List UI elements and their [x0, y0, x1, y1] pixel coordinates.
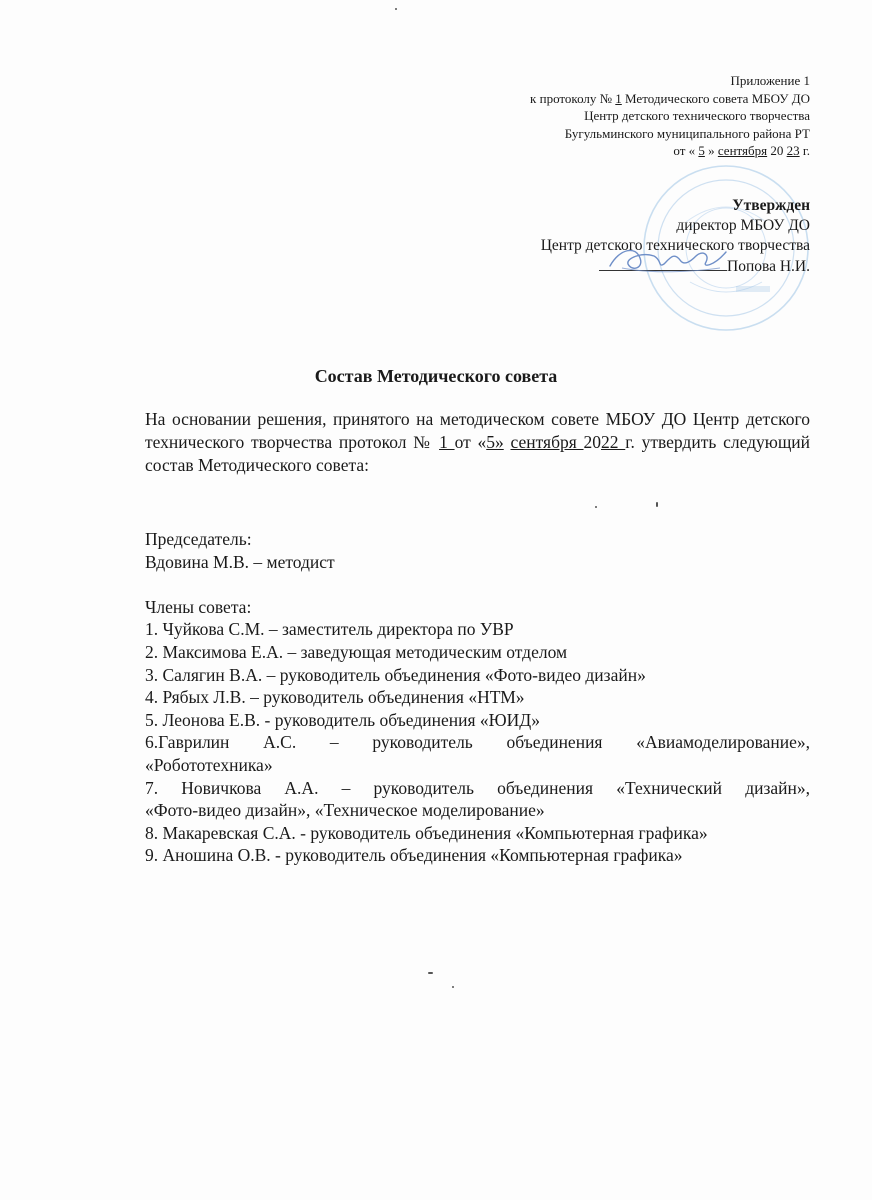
- scan-speck: [428, 972, 433, 974]
- approval-heading: Утвержден: [732, 197, 810, 214]
- scan-speck: [656, 502, 658, 507]
- council-composition: [145, 528, 810, 867]
- appendix-date-end: г.: [799, 143, 810, 158]
- spacer: [145, 573, 810, 596]
- intro-year-suffix: 22: [601, 432, 626, 452]
- scan-speck: [395, 8, 397, 10]
- member-item: 2. Максимова Е.А. – заведующая методическим отделом: [145, 641, 568, 662]
- member-item-continuation: «Робототехника»: [145, 754, 273, 775]
- member-item: 3. Салягин В.А. – руководитель объединения «Фото-видео дизайн»: [145, 664, 646, 685]
- appendix-date-month: сентября: [717, 143, 768, 158]
- member-item: 6.Гаврилин А.С. – руководитель объединения «Авиамоделирование»,: [145, 732, 810, 753]
- member-item: 9. Аношина О.В. - руководитель объединения «Компьютерная графика»: [145, 845, 683, 866]
- appendix-header: [530, 72, 810, 160]
- members-label: Члены совета:: [145, 596, 252, 617]
- appendix-protocol-number: 1: [615, 90, 622, 106]
- intro-day: 5»: [486, 432, 504, 452]
- intro-protocol-number: 1: [439, 432, 455, 452]
- appendix-date-mid: »: [704, 143, 718, 158]
- approval-line-2: Центр детского технического творчества: [540, 237, 810, 254]
- approval-signer: Попова Н.И.: [727, 258, 810, 275]
- member-item: 7. Новичкова А.А. – руководитель объединения «Технический дизайн»,: [145, 777, 810, 798]
- intro-text-4: 20: [583, 432, 602, 452]
- approval-line-1: директор МБОУ ДО: [676, 217, 810, 234]
- appendix-line-5: [530, 142, 810, 160]
- intro-month: сентября: [510, 432, 584, 452]
- scan-speck: [452, 986, 454, 988]
- appendix-line-3: Центр детского технического творчества: [584, 108, 810, 123]
- member-item: 1. Чуйкова С.М. – заместитель директора по УВР: [145, 619, 514, 640]
- member-item: 5. Леонова Е.В. - руководитель объединения «ЮИД»: [145, 709, 540, 730]
- appendix-date-year-suffix: 23: [786, 143, 800, 158]
- member-item-continuation: «Фото-видео дизайн», «Техническое моделирование»: [145, 800, 545, 821]
- document-title: Состав Методического совета: [314, 366, 558, 386]
- intro-text-1: На основании решения, принятого на методическом совете МБОУ ДО Центр детского технического творчества протокол №: [145, 409, 810, 452]
- member-item: 8. Макаревская С.А. - руководитель объединения «Компьютерная графика»: [145, 822, 708, 843]
- intro-paragraph: [145, 408, 810, 477]
- appendix-protocol-prefix: к протоколу №: [530, 90, 616, 106]
- appendix-date-day: 5: [698, 143, 705, 158]
- appendix-line-2: [530, 90, 810, 108]
- intro-text-2: от «: [454, 432, 487, 452]
- member-item: 4. Рябых Л.В. – руководитель объединения «НТМ»: [145, 687, 525, 708]
- chair-label: Председатель:: [145, 529, 252, 549]
- appendix-line-4: Бугульминского муниципального района РТ: [564, 125, 810, 141]
- appendix-protocol-suffix: Методического совета МБОУ ДО: [621, 90, 810, 106]
- chair-name: Вдовина М.В. – методист: [145, 551, 335, 572]
- appendix-date-prefix: от «: [673, 143, 699, 158]
- appendix-line-1: Приложение 1: [730, 73, 810, 88]
- intro-text-5: г. утвердить следующий состав Методического совета:: [145, 432, 811, 475]
- handwritten-signature-icon: [602, 238, 732, 278]
- appendix-date-year-prefix: 20: [767, 143, 787, 158]
- scan-speck: [595, 506, 597, 508]
